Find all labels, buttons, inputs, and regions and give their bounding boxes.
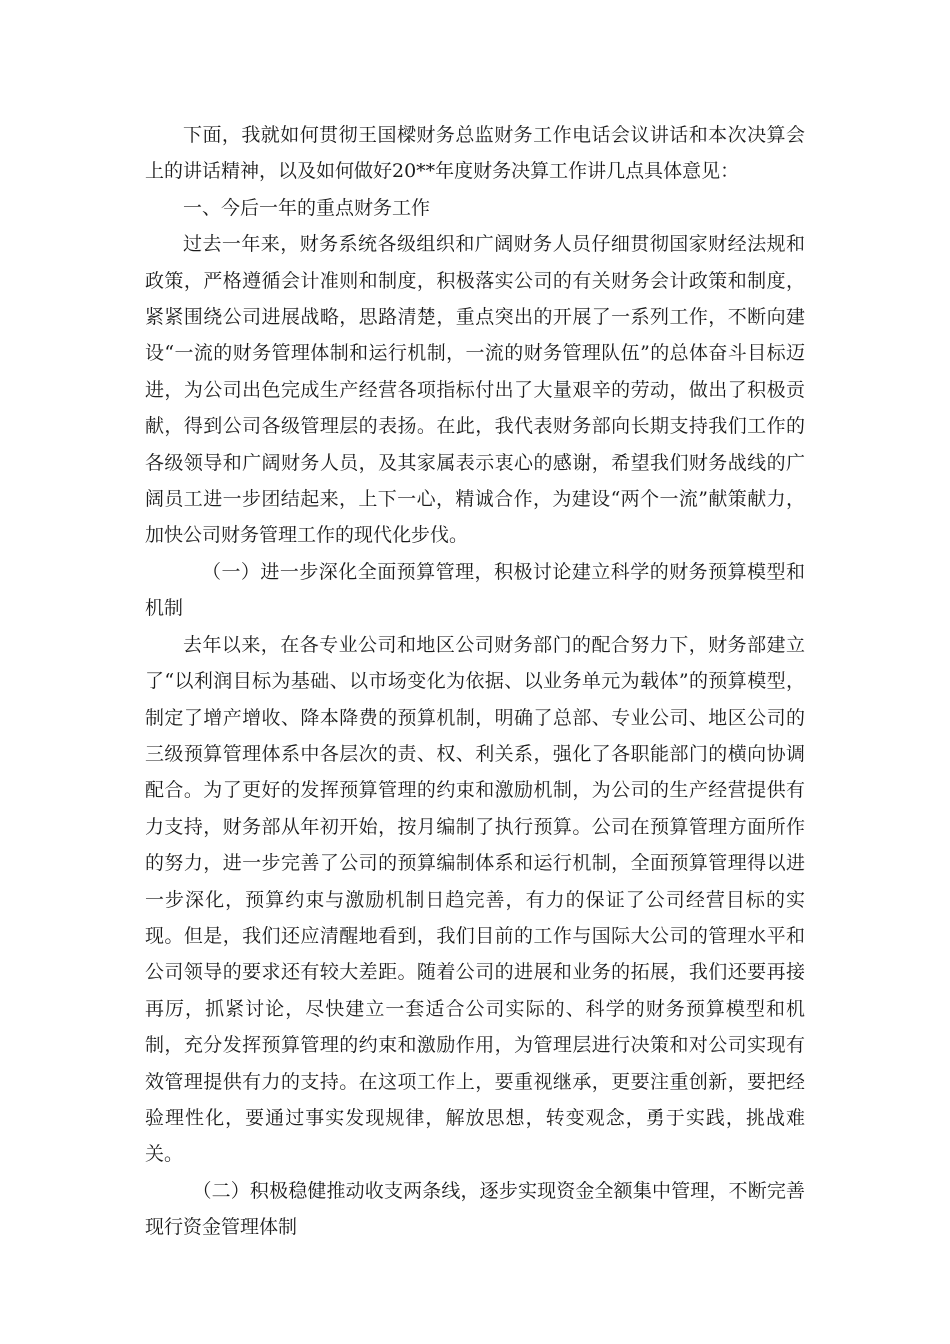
- paragraph-budget: 去年以来，在各专业公司和地区公司财务部门的配合努力下，财务部建立了“以利润目标为基础、以市场变化为依据、以业务单元为载体”的预算模型，制定了增产增收、降本降费的预算机制，明确了总部、专业公司、地区公司的三级预算管理体系中各层次的责、权、利关系，强化了各职能部门的横向协调配合。为了更好的发挥预算管理的约束和激励机制，为公司的生产经营提供有力支持，财务部从年初开始，按月编制了执行预算。公司在预算管理方面所作的努力，进一步完善了公司的预算编制体系和运行机制，全面预算管理得以进一步深化，预算约束与激励机制日趋完善，有力的保证了公司经营目标的实现。但是，我们还应清醒地看到，我们目前的工作与国际大公司的管理水平和公司领导的要求还有较大差距。随着公司的进展和业务的拓展，我们还要再接再厉，抓紧讨论，尽快建立一套适合公司实际的、科学的财务预算模型和机制，充分发挥预算管理的约束和激励作用，为管理层进行决策和对公司实现有效管理提供有力的支持。在这项工作上，要重视继承，更要注重创新，要把经验理性化，要通过事实发现规律，解放思想，转变观念，勇于实践，挑战难关。: [145, 633, 805, 1166]
- section-heading-1: 一、今后一年的重点财务工作: [183, 196, 431, 219]
- paragraph-intro: 下面，我就如何贯彻王国樑财务总监财务工作电话会议讲话和本次决算会上的讲话精神，以及如何做好20**年度财务决算工作讲几点具体意见：: [145, 124, 805, 183]
- subsection-heading-2: （二）积极稳健推动收支两条线，逐步实现资金全额集中管理，不断完善现行资金管理体制: [145, 1179, 805, 1239]
- paragraph-review: 过去一年来，财务系统各级组织和广阔财务人员仔细贯彻国家财经法规和政策，严格遵循会计准则和制度，积极落实公司的有关财务会计政策和制度，紧紧围绕公司进展战略，思路清楚，重点突出的开展了一系列工作，不断向建设“一流的财务管理体制和运行机制，一流的财务管理队伍”的总体奋斗目标迈进，为公司出色完成生产经营各项指标付出了大量艰辛的劳动，做出了积极贡献，得到公司各级管理层的表扬。在此，我代表财务部向长期支持我们工作的各级领导和广阔财务人员，及其家属表示衷心的感谢，希望我们财务战线的广阔员工进一步团结起来，上下一心，精诚合作，为建设“两个一流”献策献力，加快公司财务管理工作的现代化步伐。: [145, 233, 805, 547]
- document-body: [145, 117, 805, 1246]
- subsection-heading-1: （一）进一步深化全面预算管理，积极讨论建立科学的财务预算模型和机制: [145, 560, 805, 620]
